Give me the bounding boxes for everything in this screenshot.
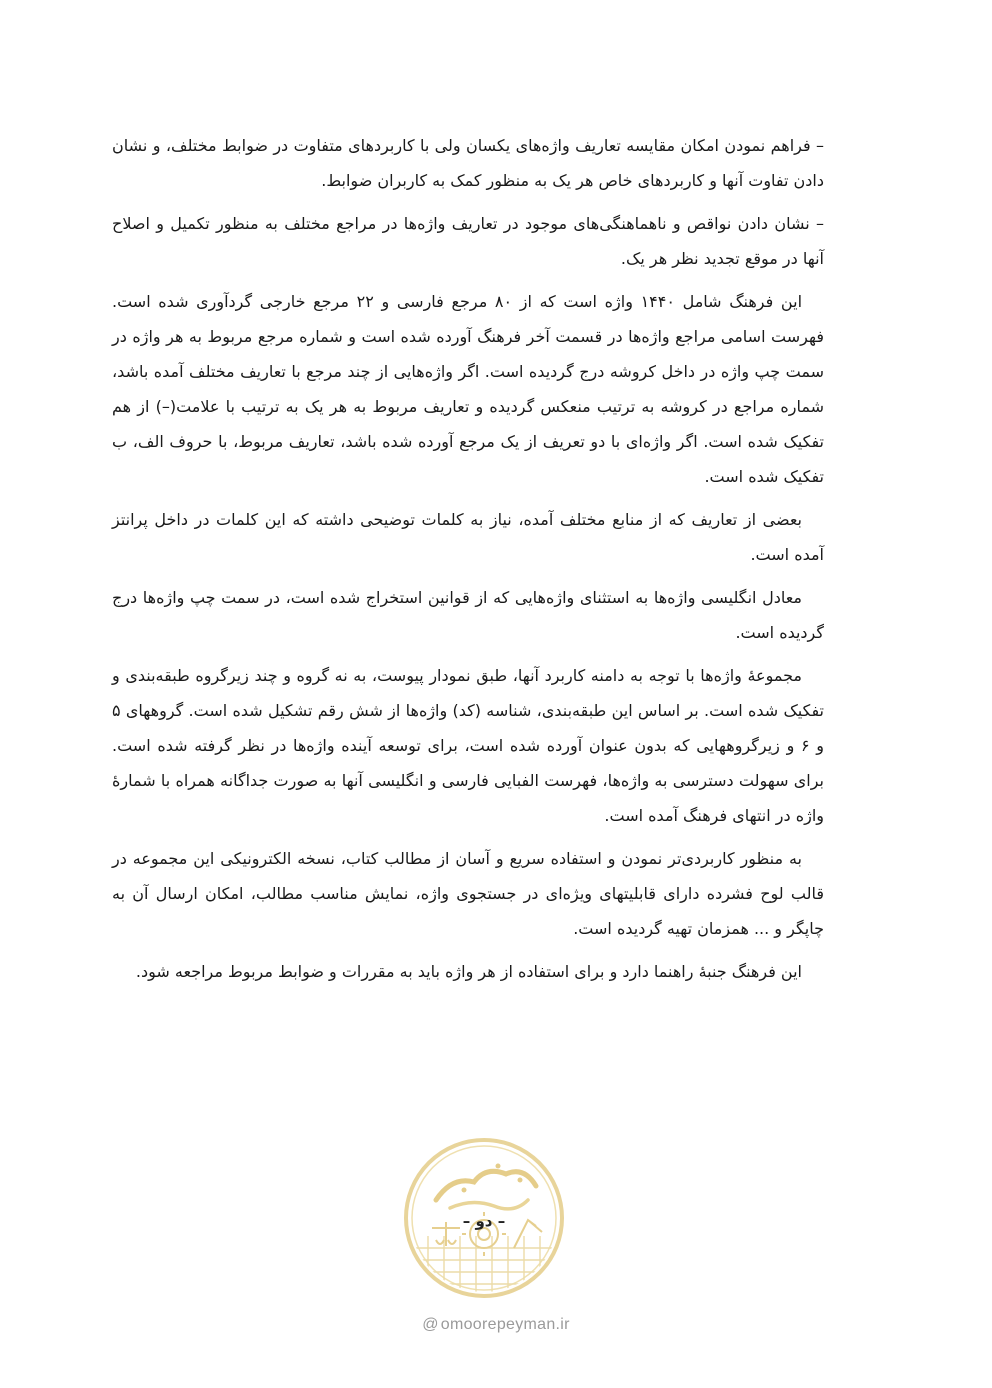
- body-text: [112, 128, 824, 997]
- watermark-url: [396, 1316, 596, 1334]
- watermark-url-text: omoorepeyman.ir: [440, 1316, 570, 1333]
- paragraph-english-equivalents: معادل انگلیسی واژه‌ها به استثنای واژه‌هایی که از قوانین استخراج شده است، در سمت چپ واژه‌ها درج گردیده است.: [112, 588, 824, 642]
- at-sign-icon: @: [422, 1316, 439, 1333]
- paragraph-explanatory-words: بعضی از تعاریف که از منابع مختلف آمده، نیاز به کلمات توضیحی داشته که این کلمات در داخل پرانتز آمده است.: [112, 510, 824, 564]
- paragraph-classification: مجموعۀ واژه‌ها با توجه به دامنه کاربرد آنها، طبق نمودار پیوست، به نه گروه و چند زیرگروه طبقه‌بندی و تفکیک شده است. بر اساس این طبقه‌بندی، شناسه (کد) واژه‌ها از شش رقم تشکیل شده است. گروههای ۵ و ۶ و زیرگروههایی که بدون عنوان آورده شده است، برای توسعه آینده واژه‌ها در نظر گرفته شده است. برای سهولت دسترسی به واژه‌ها، فهرست الفبایی فارسی و انگلیسی آنها به صورت جداگانه همراه با شمارۀ واژه در انتهای فرهنگ آمده است.: [112, 666, 825, 825]
- paragraph-objective-deficiencies: – نشان دادن نواقص و ناهماهنگی‌های موجود در تعاریف واژه‌ها در مراجع مختلف به منظور تکمیل و اصلاح آنها در موقع تجدید نظر هر یک.: [112, 214, 824, 268]
- paragraph-electronic-version: به منظور کاربردی‌تر نمودن و استفاده سریع و آسان از مطالب کتاب، نسخه الکترونیکی این مجموعه در قالب لوح فشرده دارای قابلیتهای ویژه‌ای در جستجوی واژه، نمایش مناسب مطالب، امکان ارسال آن به چاپگر و ... همزمان تهیه گردیده است.: [112, 849, 824, 938]
- paragraph-objective-compare: – فراهم نمودن امکان مقایسه تعاریف واژه‌های یکسان ولی با کاربردهای متفاوت در ضوابط مختلف، و نشان دادن تفاوت آنها و کاربردهای خاص هر یک به منظور کمک به کاربران ضوابط.: [112, 136, 824, 190]
- paragraph-guidance-note: این فرهنگ جنبۀ راهنما دارد و برای استفاده از هر واژه باید به مقررات و ضوابط مربوط مراجعه شود.: [135, 962, 802, 981]
- paragraph-scope: این فرهنگ شامل ۱۴۴۰ واژه است که از ۸۰ مرجع فارسی و ۲۲ مرجع خارجی گردآوری شده است. فهرست اسامی مراجع واژه‌ها در قسمت آخر فرهنگ آورده شده است و شماره مرجع مربوط به هر واژه در سمت چپ واژه در داخل کروشه درج گردیده است. اگر واژه‌هایی از چند مرجع با تعاریف مختلف آمده باشد، شماره مراجع در کروشه به ترتیب منعکس گردیده و تعاریف مربوط به هر یک به ترتیب با علامت(–) از هم تفکیک شده است. اگر واژه‌ای با دو تعریف از یک مرجع آورده شده باشد، تعاریف مربوط، با حروف الف، ب تفکیک شده است.: [112, 292, 824, 486]
- page-number: – دو –: [462, 1212, 506, 1230]
